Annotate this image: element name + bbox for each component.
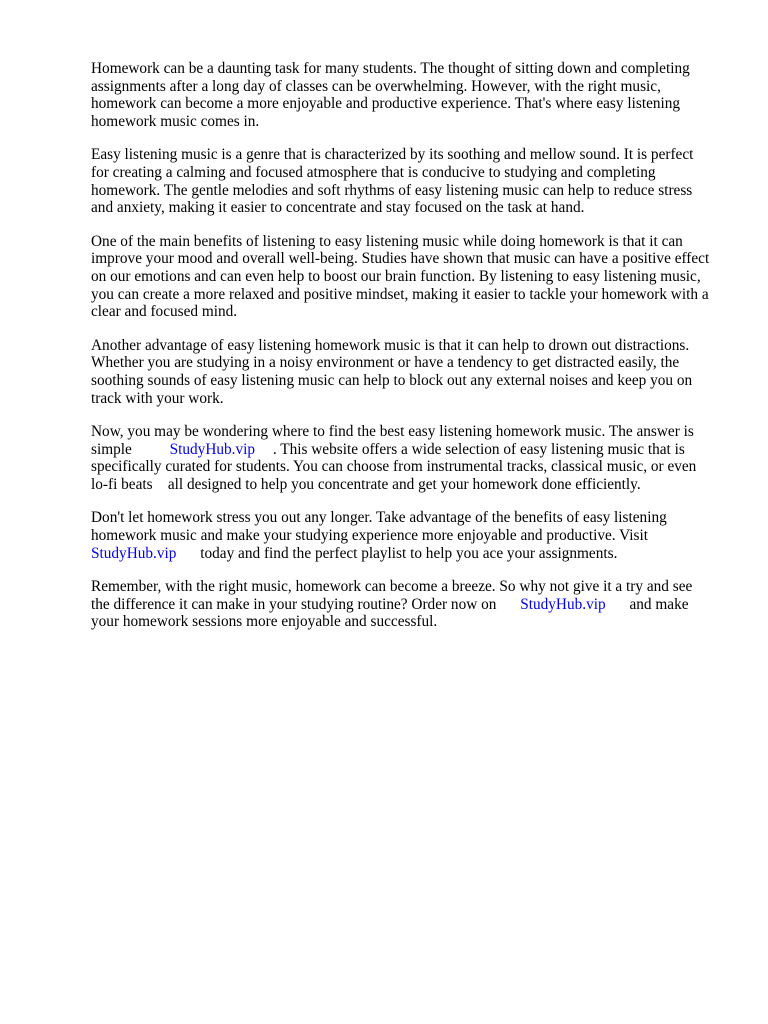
paragraph-distractions [91,337,731,407]
paragraph-visit [91,509,731,562]
text-segment: . This website offers a wide selection of easy listening music that is [269,440,685,458]
document-body [91,60,731,647]
text-line: and anxiety, making it easier to concentrate and stay focused on the task at hand. [91,199,585,217]
paragraph-intro [91,60,731,130]
text-line: track with your work. [91,389,224,407]
text-segment: today and find the perfect playlist to help you ace your assignments. [196,544,618,562]
text-line: homework music comes in. [91,112,260,130]
text-line: Now, you may be wondering where to find the best easy listening homework music. The answer is [91,423,694,441]
paragraph-conclusion [91,578,731,631]
text-line: on our emotions and can even help to boost our brain function. By listening to easy listening music, [91,267,701,285]
text-line: you can create a more relaxed and positive mindset, making it easier to tackle your homework with a [91,285,709,303]
text-line: Don't let homework stress you out any longer. Take advantage of the benefits of easy listening [91,509,667,527]
text-line: for creating a calming and focused atmosphere that is conducive to studying and completing [91,163,656,181]
text-line: improve your mood and overall well-being. Studies have shown that music can have a positive effect [91,250,710,268]
studyhub-link[interactable]: StudyHub.vip [91,544,177,562]
text-line [91,545,731,563]
text-line: Remember, with the right music, homework can become a breeze. So why not give it a try and see [91,578,693,596]
studyhub-link[interactable]: StudyHub.vip [520,595,606,613]
text-line: assignments after a long day of classes can be overwhelming. However, with the right music, [91,77,661,95]
text-line: One of the main benefits of listening to easy listening music while doing homework is that it can [91,232,683,250]
text-line: soothing sounds of easy listening music can help to block out any external noises and keep you on [91,371,693,389]
studyhub-link[interactable]: StudyHub.vip [169,440,256,458]
text-line: homework music and make your studying experience more enjoyable and productive. Visit [91,527,648,545]
text-line: specifically curated for students. You can choose from instrumental tracks, classical music, or even [91,458,697,476]
text-line: Another advantage of easy listening homework music is that it can help to drown out distractions. [91,336,690,354]
text-line [91,441,731,459]
text-segment: and make [625,595,689,613]
text-line: lo-fi beats all designed to help you concentrate and get your homework done efficiently. [91,475,641,493]
paragraph-benefits [91,233,731,321]
text-line: Whether you are studying in a noisy environment or have a tendency to get distracted easily, the [91,354,680,372]
paragraph-where-to-find [91,423,731,493]
text-line: your homework sessions more enjoyable and successful. [91,613,438,631]
text-line: Homework can be a daunting task for many students. The thought of sitting down and completing [91,60,690,77]
paragraph-genre [91,146,731,216]
text-segment: simple [91,440,136,458]
text-line: homework can become a more enjoyable and productive experience. That's where easy listening [91,95,681,113]
text-line: Easy listening music is a genre that is characterized by its soothing and mellow sound. It is perfect [91,146,694,164]
text-line: homework. The gentle melodies and soft rhythms of easy listening music can help to reduce stress [91,181,693,199]
text-line [91,596,731,614]
text-segment: the difference it can make in your studying routine? Order now on [91,595,501,613]
text-line: clear and focused mind. [91,303,238,321]
